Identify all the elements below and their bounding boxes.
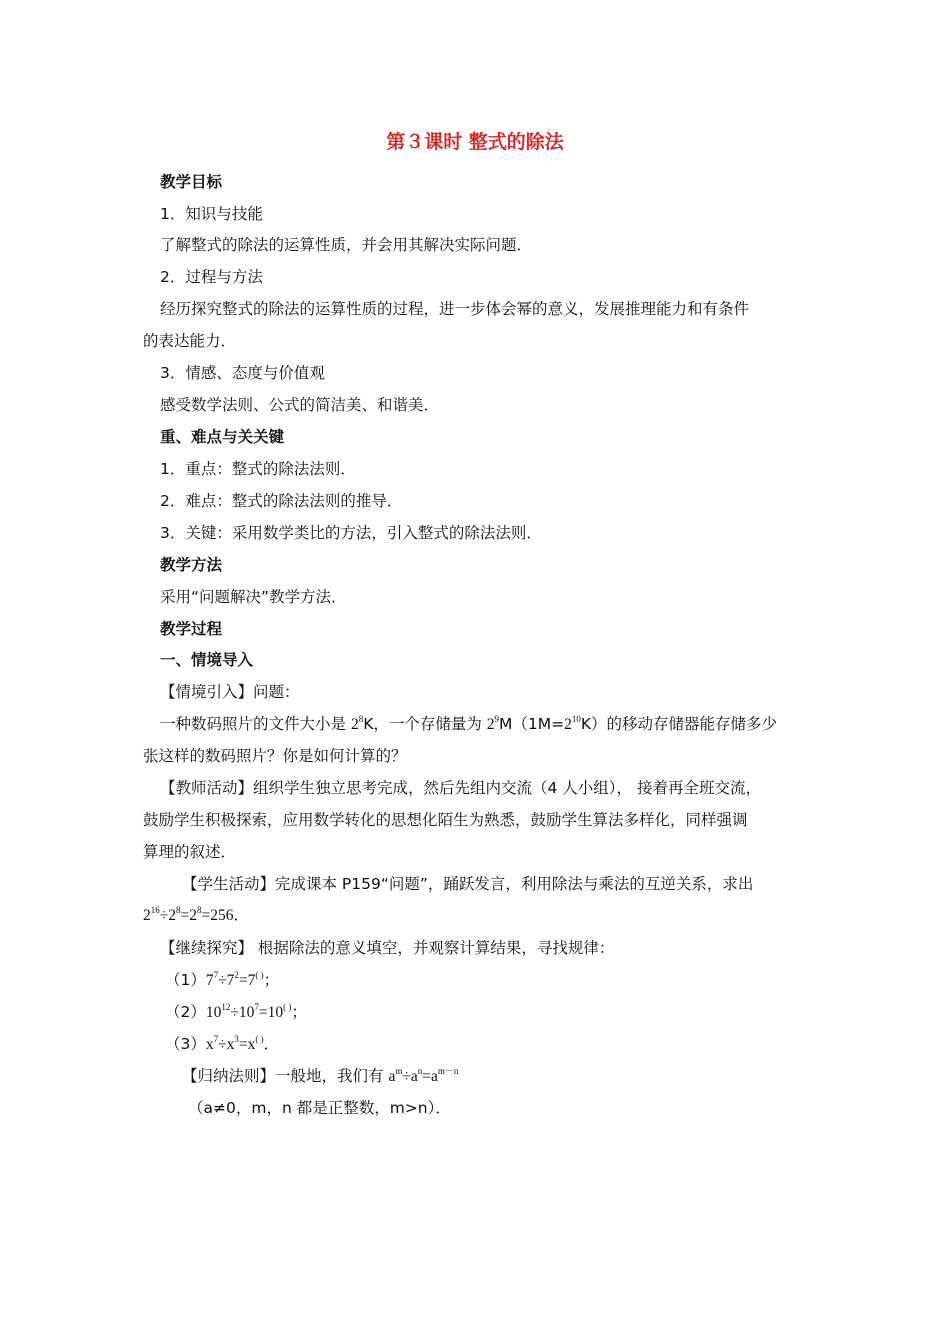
page-title: 第３课时 整式的除法 [386,131,564,153]
objectives-heading: 教学目标 [160,173,223,191]
objective-3-text: 感受数学法则、公式的简洁美、和谐美． [160,396,440,414]
objective-2-text-line1: 经历探究整式的除法的运算性质的过程，进一步体会幂的意义，发展推理能力和有条件 [160,300,750,318]
rule-line2: （a≠0，m，n 都是正整数，m>n）． [188,1099,451,1117]
teacher-activity-line3: 算理的叙述． [143,843,237,861]
question-1: $(1)7^7\div 7^2=7^{( )}$； [165,970,280,989]
method-heading: 教学方法 [160,556,223,574]
rule-line1: 【归纳法则】一般地，我们有 $a^m\div a^n=a^{m-n}$ [182,1066,459,1085]
key-point-1: 1．重点：整式的除法法则． [160,460,356,478]
objective-1-text: 了解整式的除法的运算性质，并会用其解决实际问题． [160,236,533,254]
problem-line1: 一种数码照片的文件大小是 $2^8K$，一个存储量为 $2^9M(1M=2^{10}K)$的移动存储器能存储多少 [160,714,778,733]
teacher-activity-line2: 鼓励学生积极探索，应用数学转化的思想化陌生为熟悉，鼓励学生算法多样化，同样强调 [143,811,748,829]
teacher-activity-line1: 【教师活动】组织学生独立思考完成，然后先组内交流（4 人小组）， 接着再全班交流， [160,779,761,797]
objective-2-text-line2: 的表达能力． [143,332,237,350]
objective-1-heading: 1．知识与技能 [160,205,263,223]
method-text: 采用“问题解决”教学方法． [160,588,347,606]
key-point-3: 3．关键：采用数学类比的方法，引入整式的除法法则． [160,524,542,542]
student-activity-line2: $2^{16}\div 2^8=2^8=256$． [143,905,250,924]
intro-label: 【情境引入】问题： [160,683,300,701]
process-heading: 教学过程 [160,620,223,638]
key-point-2: 2．难点：整式的除法法则的推导． [160,492,403,510]
question-3: $(3)x^7\div x^3=x^{( )}$． [165,1034,280,1053]
key-points-heading: 重、难点与关关键 [160,428,285,446]
explore-label: 【继续探究】 根据除法的意义填空，并观察计算结果，寻找规律： [160,939,615,957]
question-2: $(2)10^{12}\div 10^7=10^{( )}$； [165,1002,307,1021]
section-1-heading: 一、情境导入 [160,651,254,669]
objective-3-heading: 3．情感、态度与价值观 [160,364,325,382]
student-activity-line1: 【学生活动】完成课本 P159“问题”，踊跃发言，利用除法与乘法的互逆关系，求出 [182,875,754,893]
problem-line2: 张这样的数码照片？你是如何计算的？ [143,747,407,765]
objective-2-heading: 2．过程与方法 [160,268,263,286]
